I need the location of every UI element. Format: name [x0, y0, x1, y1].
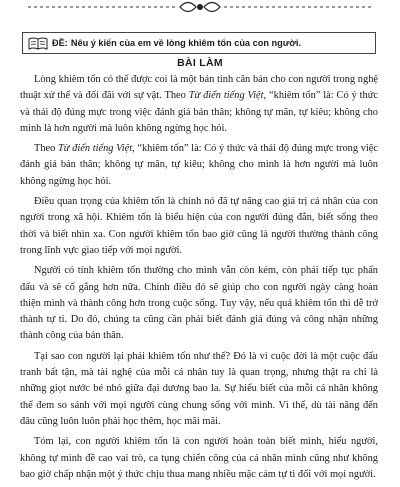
question-label: ĐỀ:	[52, 38, 68, 48]
paragraph-reason: Tại sao con người lại phải khiêm tốn như thế? Đó là vì cuộc đời là một cuộc đấu tranh bất tận, mà tài nghệ của mỗi cá nhân tuy là quan trọng, nhưng thật ra chỉ là những giọt nước bé nhỏ giữa đại dương bao la. Sự hiểu biết của mỗi cá nhân không thể đem so sánh với mọi người cùng chung sống với mình. Vì thế, dù tài năng đến đâu cũng luôn luôn phải học thêm, học mãi mãi.	[20, 350, 378, 427]
question-text: Nêu ý kiến của em về lòng khiêm tốn của con người.	[70, 38, 301, 48]
question-box	[22, 32, 376, 54]
essay-body	[20, 72, 378, 487]
ornament-divider	[28, 0, 372, 14]
open-book-icon	[28, 36, 48, 50]
paragraph-intro: Lòng khiêm tốn có thể được coi là một bản tính căn bản cho con người trong nghệ thuật xử thế và đối đãi với sự vật. Theo Từ điển tiếng Việt, “khiêm tốn” là: Có ý thức và thái độ đúng mực trong việc đánh giá bản thân; không tự mãn, tự kiêu; không cho mình là hơn người mà luôn không ngừng học hỏi.	[20, 74, 378, 134]
section-title: BÀI LÀM	[177, 57, 223, 69]
paragraph-effects: Người có tính khiêm tốn thường cho mình vẫn còn kém, còn phải tiếp tục phấn đấu và sẽ cố gắng hơn nữa. Chính điều đó sẽ giúp cho con người ngày càng hoàn thiện mình và thành công hơn trong cuộc sống. Tuy vậy, nếu quá khiêm tốn thì dễ trở thành tự ti. Do đó, chúng ta cũng cần phải biết đánh giá đúng và công nhận những thành công của bản thân.	[20, 265, 378, 342]
paragraph-importance: Điều quan trọng của khiêm tốn là chính nó đã tự nâng cao giá trị cá nhân của con người trong xã hội. Khiêm tốn là biểu hiện của con người đúng đắn, biết sống theo thời và biết nhìn xa. Con người khiêm tốn bao giờ cũng là người thường thành công trong lĩnh vực giao tiếp với mọi người.	[20, 196, 378, 256]
paragraph-conclusion: Tóm lại, con người khiêm tốn là con người hoàn toàn biết mình, hiểu người, không tự mình đề cao vai trò, ca tụng chiến công của cá nhân mình cũng như không bao giờ chấp nhận một ý thức chịu thua mang nhiều mặc cảm tự ti đối với mọi người.	[20, 436, 378, 480]
paragraph-definition: Theo Từ điển tiếng Việt, “khiêm tốn” là: Có ý thức và thái độ đúng mực trong việc đánh giá bản thân; không tự mãn, tự kiêu; không cho mình là hơn người mà luôn không ngừng học hỏi.	[20, 143, 379, 187]
